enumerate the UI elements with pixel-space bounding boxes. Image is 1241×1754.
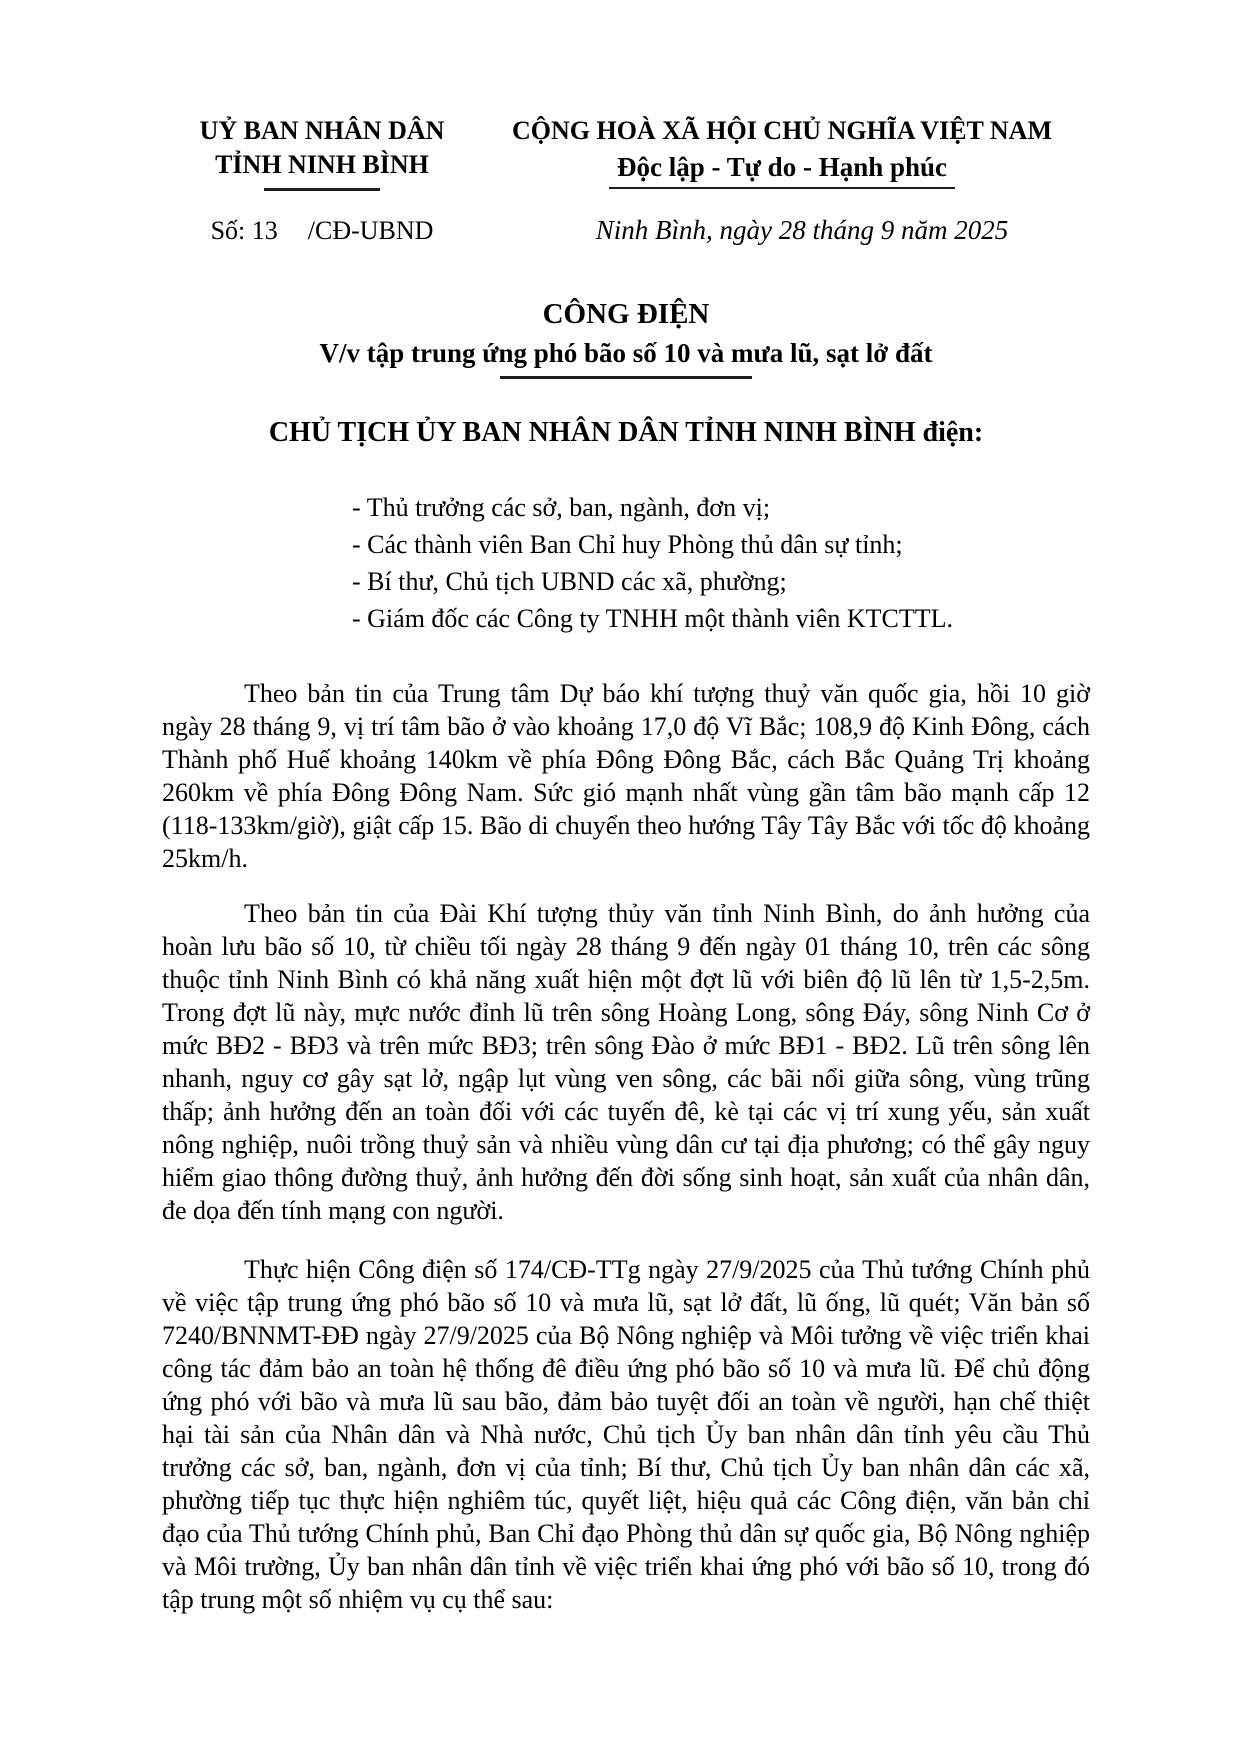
- recipient-item: - Thủ trưởng các sở, ban, ngành, đơn vị;: [352, 493, 771, 522]
- issuer-name: UỶ BAN NHÂN DÂN: [199, 116, 445, 145]
- doc-subject: V/v tập trung ứng phó bão số 10 và mưa lũ, sạt lở đất: [319, 338, 933, 368]
- subject-underline: [500, 376, 752, 379]
- province-name: TỈNH NINH BÌNH: [215, 150, 429, 179]
- body-paragraph-1: Theo bản tin của Trung tâm Dự báo khí tượng thuỷ văn quốc gia, hồi 10 giờ ngày 28 tháng 9, vị trí tâm bão ở vào khoảng 17,0 độ Vĩ Bắc; 108,9 độ Kinh Đông, cách Thành phố Huế khoảng 140km về phía Đông Đông Bắc, cách Bắc Quảng Trị khoảng 260km về phía Đông Đông Nam. Sức gió mạnh nhất vùng gần tâm bão mạnh cấp 12 (118-133km/giờ), giật cấp 15. Bão di chuyển theo hướng Tây Tây Bắc với tốc độ khoảng 25km/h.: [162, 679, 1090, 873]
- recipient-item: - Các thành viên Ban Chỉ huy Phòng thủ dân sự tỉnh;: [352, 530, 903, 559]
- issuer-underline: [264, 188, 380, 191]
- document-header: [162, 114, 1090, 247]
- title-block: [162, 295, 1090, 379]
- recipient-list: [162, 489, 1090, 637]
- document-body: [162, 677, 1090, 1616]
- recipient-item: - Bí thư, Chủ tịch UBND các xã, phường;: [352, 567, 787, 596]
- doc-number: [162, 215, 482, 247]
- national-block: [482, 114, 1082, 247]
- doc-type-title: CÔNG ĐIỆN: [542, 298, 710, 330]
- doc-number-value: Số: 13: [210, 216, 278, 245]
- national-name: CỘNG HOÀ XÃ HỘI CHỦ NGHĨA VIỆT NAM: [511, 116, 1053, 145]
- issuer-block: [162, 114, 482, 247]
- recipient-item: - Giám đốc các Công ty TNHH một thành viên KTCTTL.: [352, 604, 954, 633]
- salutation: CHỦ TỊCH ỦY BAN NHÂN DÂN TỈNH NINH BÌNH điện:: [268, 417, 984, 448]
- place-dateline: Ninh Bình, ngày 28 tháng 9 năm 2025: [595, 215, 1009, 245]
- body-paragraph-3: Thực hiện Công điện số 174/CĐ-TTg ngày 27/9/2025 của Thủ tướng Chính phủ về việc tập trung ứng phó bão số 10 và mưa lũ, sạt lở đất, lũ ống, lũ quét; Văn bản số 7240/BNNMT-ĐĐ ngày 27/9/2025 của Bộ Nông nghiệp và Môi tưởng về việc triển khai công tác đảm bảo an toàn hệ thống đê điều ứng phó bão số 10 và mưa lũ. Để chủ động ứng phó với bão và mưa lũ sau bão, đảm bảo tuyệt đối an toàn về người, hạn chế thiệt hại tài sản của Nhân dân và Nhà nước, Chủ tịch Ủy ban nhân dân tỉnh yêu cầu Thủ trưởng các sở, ban, ngành, đơn vị của tỉnh; Bí thư, Chủ tịch Ủy ban nhân dân các xã, phường tiếp tục thực hiện nghiêm túc, quyết liệt, hiệu quả các Công điện, văn bản chỉ đạo của Thủ tướng Chính phủ, Ban Chỉ đạo Phòng thủ dân sự quốc gia, Bộ Nông nghiệp và Môi trường, Ủy ban nhân dân tỉnh về việc triển khai ứng phó với bão số 10, trong đó tập trung một số nhiệm vụ cụ thể sau:: [162, 1255, 1090, 1614]
- doc-number-symbol: /CĐ-UBND: [307, 216, 434, 245]
- national-motto: Độc lập - Tự do - Hạnh phúc: [609, 150, 955, 189]
- body-paragraph-2: Theo bản tin của Đài Khí tượng thủy văn tỉnh Ninh Bình, do ảnh hưởng của hoàn lưu bão số 10, từ chiều tối ngày 28 tháng 9 đến ngày 01 tháng 10, trên các sông thuộc tỉnh Ninh Bình có khả năng xuất hiện một đợt lũ với biên độ lũ lên từ 1,5-2,5m. Trong đợt lũ này, mực nước đỉnh lũ trên sông Hoàng Long, sông Đáy, sông Ninh Cơ ở mức BĐ2 - BĐ3 và trên mức BĐ3; trên sông Đào ở mức BĐ1 - BĐ2. Lũ trên sông lên nhanh, nguy cơ gây sạt lở, ngập lụt vùng ven sông, các bãi nổi giữa sông, vùng trũng thấp; ảnh hưởng đến an toàn đối với các tuyến đê, kè tại các vị trí xung yếu, sản xuất nông nghiệp, nuôi trồng thuỷ sản và nhiều vùng dân cư tại địa phương; có thể gây nguy hiểm giao thông đường thuỷ, ảnh hưởng đến đời sống sinh hoạt, sản xuất của nhân dân, đe dọa đến tính mạng con người.: [162, 899, 1090, 1225]
